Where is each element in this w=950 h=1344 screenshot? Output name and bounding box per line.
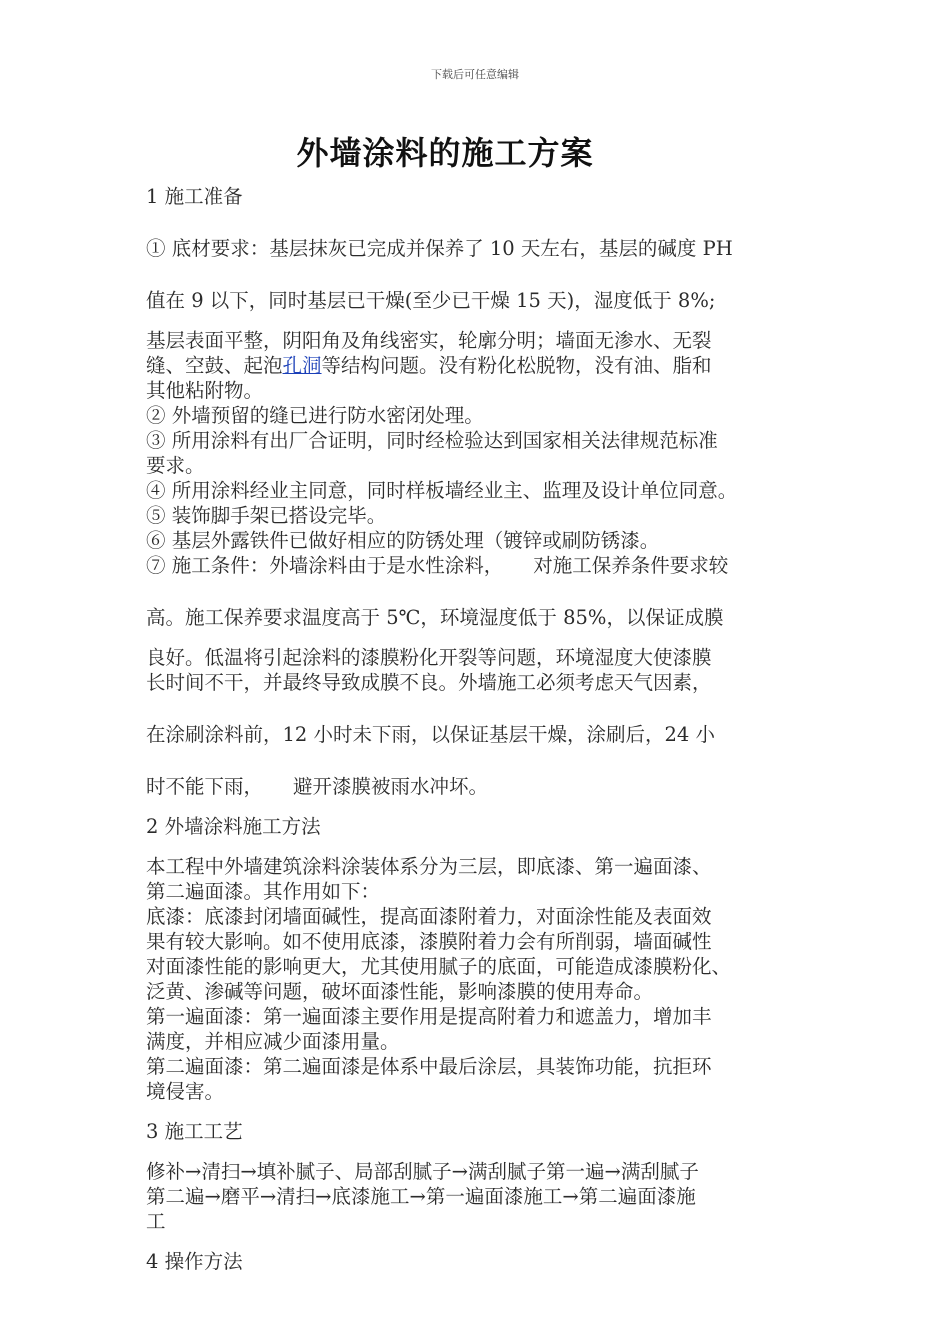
- text-run: 等结构问题。没有粉化松脱物，没有油、脂和: [321, 354, 712, 377]
- paragraph-line: 基层表面平整，阴阳角及角线密实，轮廓分明；墙面无渗水、无裂: [146, 329, 712, 352]
- text-run: 对施工保养条件要求较: [533, 554, 729, 577]
- paragraph-line: 底漆：底漆封闭墙面碱性，提高面漆附着力，对面涂性能及表面效: [146, 905, 712, 928]
- section-heading-1: 1 施工准备: [146, 185, 243, 208]
- paragraph-line: [146, 774, 818, 799]
- paragraph-line: ⑤ 装饰脚手架已搭设完毕。: [146, 504, 387, 527]
- paragraph-line: 果有较大影响。如不使用底漆，漆膜附着力会有所削弱，墙面碱性: [146, 930, 712, 953]
- section-heading-2: 2 外墙涂料施工方法: [146, 815, 321, 838]
- document-body: [146, 184, 818, 1274]
- paragraph-line: 长时间不干，并最终导致成膜不良。外墙施工必须考虑天气因素，: [146, 671, 712, 694]
- paragraph-line: 境侵害。: [146, 1080, 225, 1103]
- paragraph-line: [146, 553, 818, 578]
- section-heading-4: 4 操作方法: [146, 1250, 243, 1273]
- paragraph-line: 要求。: [146, 454, 205, 477]
- paragraph-line: 工: [146, 1210, 166, 1233]
- paragraph-line: 第二遍面漆：第二遍面漆是体系中最后涂层，具装饰功能，抗拒环: [146, 1055, 712, 1078]
- paragraph-line: 第一遍面漆：第一遍面漆主要作用是提高附着力和遮盖力，增加丰: [146, 1005, 712, 1028]
- header-note: 下载后可任意编辑: [431, 68, 519, 81]
- paragraph-line: 本工程中外墙建筑涂料涂装体系分为三层，即底漆、第一遍面漆、: [146, 855, 712, 878]
- paragraph-line: 对面漆性能的影响更大，尤其使用腻子的底面，可能造成漆膜粉化、: [146, 955, 732, 978]
- paragraph-line: 第二遍面漆。其作用如下：: [146, 880, 381, 903]
- paragraph-line: ② 外墙预留的缝已进行防水密闭处理。: [146, 404, 484, 427]
- paragraph-line: 泛黄、渗碱等问题，破坏面漆性能，影响漆膜的使用寿命。: [146, 980, 654, 1003]
- paragraph-line: 满度，并相应减少面漆用量。: [146, 1030, 400, 1053]
- text-run: 缝、空鼓、起泡: [146, 354, 283, 377]
- paragraph-line: 其他粘附物。: [146, 379, 264, 402]
- paragraph-line: 高。施工保养要求温度高于 5℃，环境湿度低于 85%，以保证成膜: [146, 606, 724, 629]
- section-heading-3: 3 施工工艺: [146, 1120, 243, 1143]
- paragraph-line: ① 底材要求：基层抹灰已完成并保养了 10 天左右，基层的碱度 PH: [146, 237, 733, 260]
- paragraph-line: [146, 353, 818, 378]
- paragraph-line: 修补→清扫→填补腻子、局部刮腻子→满刮腻子第一遍→满刮腻子: [146, 1160, 699, 1183]
- text-run: ⑦ 施工条件：外墙涂料由于是水性涂料，: [146, 554, 504, 577]
- paragraph-line: 值在 9 以下，同时基层已干燥(至少已干燥 15 天)，湿度低于 8%;: [146, 289, 716, 312]
- text-run: 避开漆膜被雨水冲坏。: [293, 775, 489, 798]
- paragraph-line: ⑥ 基层外露铁件已做好相应的防锈处理（镀锌或刷防锈漆。: [146, 529, 660, 552]
- paragraph-line: 在涂刷涂料前，12 小时未下雨，以保证基层干燥，涂刷后，24 小: [146, 723, 716, 746]
- text-run: 时不能下雨，: [146, 775, 264, 798]
- paragraph-line: 第二遍→磨平→清扫→底漆施工→第一遍面漆施工→第二遍面漆施: [146, 1185, 696, 1208]
- paragraph-line: 良好。低温将引起涂料的漆膜粉化开裂等问题，环境湿度大使漆膜: [146, 646, 712, 669]
- paragraph-line: ③ 所用涂料有出厂合证明，同时经检验达到国家相关法律规范标准: [146, 429, 718, 452]
- hole-link[interactable]: 孔洞: [282, 354, 322, 377]
- page-title: 外墙涂料的施工方案: [296, 134, 594, 172]
- paragraph-line: ④ 所用涂料经业主同意，同时样板墙经业主、监理及设计单位同意。: [146, 479, 738, 502]
